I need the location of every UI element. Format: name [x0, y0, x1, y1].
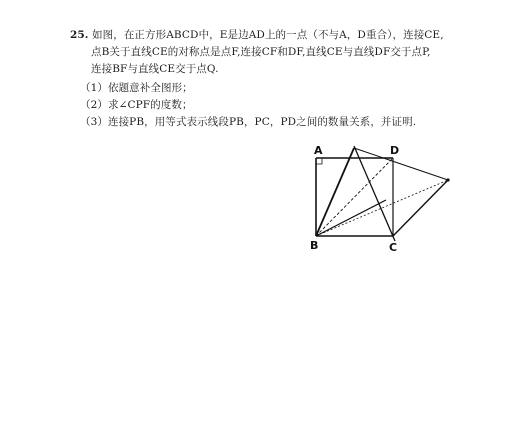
segment-cf — [393, 180, 448, 236]
problem-stem-line-1 — [70, 29, 444, 41]
question-2: （2）求∠CPF的度数； — [80, 99, 193, 111]
question-1: （1）依题意补全图形； — [80, 82, 193, 94]
diagonal-bd — [316, 158, 393, 236]
problem-stem-line-2: 点B关于直线CE的对称点是点F,连接CF和DF,直线CE与直线DF交于点P, — [91, 46, 431, 58]
label-c: C — [389, 241, 398, 254]
segment-fd-extended — [354, 148, 448, 180]
geometry-figure — [290, 140, 470, 265]
segment-bq — [316, 200, 386, 236]
problem-stem-text-1: 如图，在正方形ABCD中，E是边AD上的一点（不与A，D重合），连接CE, — [92, 29, 444, 41]
label-b: B — [310, 239, 319, 252]
label-d: D — [390, 144, 400, 157]
question-3: （3）连接PB，用等式表示线段PB，PC，PD之间的数量关系，并证明. — [80, 116, 417, 128]
point-far — [446, 178, 449, 181]
label-a: A — [314, 144, 323, 157]
right-angle-mark-a — [316, 158, 322, 164]
problem-stem-line-3: 连接BF与直线CE交于点Q. — [91, 63, 219, 75]
problem-number: 25. — [70, 29, 89, 41]
